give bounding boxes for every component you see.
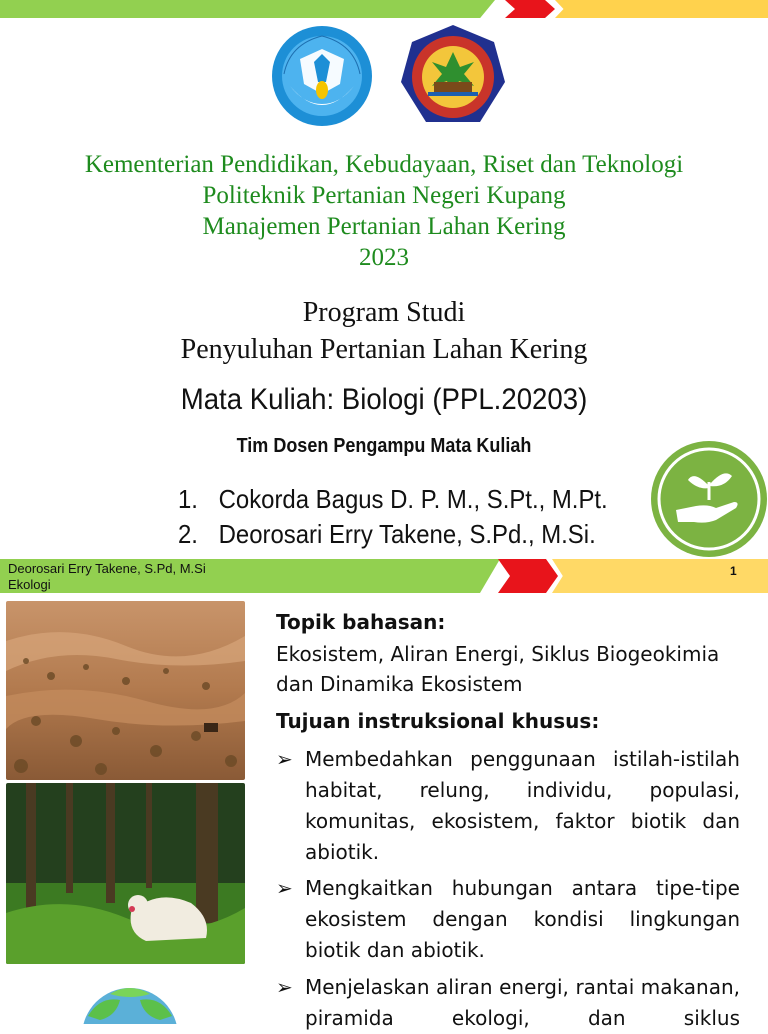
topic-heading: Topik bahasan:: [276, 610, 446, 634]
footer-ribbon-red: [498, 559, 558, 593]
footer-subject: Ekologi: [8, 577, 51, 592]
lecturer-2-number: 2.: [178, 519, 198, 549]
objective-bullet-1: [276, 744, 740, 868]
program-line-2: Penyuluhan Pertanian Lahan Kering: [180, 334, 588, 365]
institution-title: [0, 149, 768, 273]
objective-2-text: Mengkaitkan hubungan antara tipe-tipe ekosistem dengan kondisi lingkungan biotik dan abiotik.: [305, 876, 740, 962]
department-line: Manajemen Pertanian Lahan Kering: [202, 213, 566, 240]
politani-kupang-logo: [398, 22, 508, 132]
lecturer-2: [178, 519, 596, 550]
top-ribbon-red: [505, 0, 555, 18]
page-number: 1: [730, 564, 737, 578]
forest-bear-photo: [6, 783, 245, 964]
objective-1-text: Membedahkan penggunaan istilah-istilah habitat, relung, individu, populasi, komunitas, ekosistem, faktor biotik dan abiotik.: [305, 747, 740, 864]
program-title: [0, 294, 768, 368]
plant-in-hand-icon: [650, 440, 768, 558]
objective-bullet-2: [276, 873, 740, 966]
lecturer-1-number: 1.: [178, 484, 198, 514]
polytechnic-line: Politeknik Pertanian Negeri Kupang: [202, 182, 566, 209]
bullet-marker-icon: ➢: [276, 975, 293, 999]
objectives-heading: Tujuan instruksional khusus:: [276, 709, 600, 733]
top-ribbon-yellow: [555, 0, 768, 18]
lecturer-1-name: Cokorda Bagus D. P. M., S.Pt., M.Pt.: [218, 484, 608, 514]
footer-author: Deorosari Erry Takene, S.Pd, M.Si: [8, 561, 206, 576]
lecturer-1: [178, 484, 608, 515]
bullet-marker-icon: ➢: [276, 876, 293, 900]
globe-leaves-image: [60, 976, 200, 1024]
bullet-marker-icon: ➢: [276, 747, 293, 771]
ministry-line: Kementerian Pendidikan, Kebudayaan, Riset dan Teknologi: [84, 151, 684, 178]
lecturer-2-name: Deorosari Erry Takene, S.Pd., M.Si.: [218, 519, 596, 549]
topic-text: Ekosistem, Aliran Energi, Siklus Biogeokimia dan Dinamika Ekosistem: [276, 642, 720, 696]
desert-photo: [6, 601, 245, 780]
objective-bullet-3: [276, 972, 740, 1034]
course-title: Mata Kuliah: Biologi (PPL.20203): [180, 383, 588, 416]
year-line: 2023: [359, 244, 409, 271]
objective-3-text: Menjelaskan aliran energi, rantai makanan, piramida ekologi, dan siklus: [305, 975, 740, 1030]
team-title: Tim Dosen Pengampu Mata Kuliah: [236, 435, 532, 457]
tut-wuri-handayani-logo: [270, 24, 374, 128]
program-line-1: Program Studi: [302, 297, 466, 328]
top-ribbon-green: [0, 0, 495, 18]
